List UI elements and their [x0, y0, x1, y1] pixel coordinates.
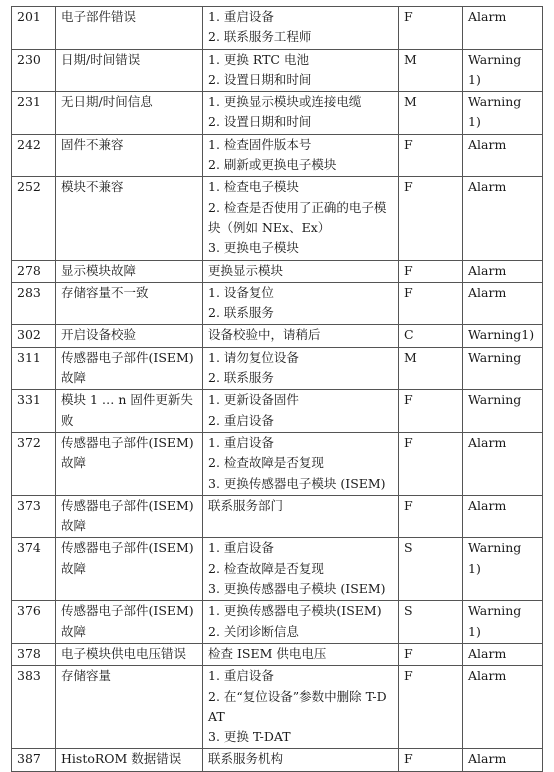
diagnostic-name-cell: 存储容量不一致 [56, 282, 203, 325]
diagnostic-name-cell: 无日期/时间信息 [56, 92, 203, 135]
remedy-action-step: 2. 检查是否使用了正确的电子模块（例如 NEx、Ex） [208, 199, 387, 235]
remedy-action-step: 1. 重启设备 [208, 434, 274, 450]
remedy-action-step: 1. 更换传感器电子模块(ISEM) [208, 603, 382, 619]
diagnostic-code-cell: 231 [12, 92, 56, 135]
remedy-action-step: 1. 检查固件版本号 [208, 136, 312, 152]
table-row [12, 643, 543, 665]
table-row [12, 666, 543, 749]
diagnostic-code-cell: 372 [12, 432, 56, 495]
remedy-action-cell [203, 538, 399, 601]
diagnostic-code-cell: 374 [12, 538, 56, 601]
diagnostic-code-cell: 242 [12, 134, 56, 177]
diagnostic-behavior-cell: Alarm [463, 432, 543, 495]
remedy-action-step: 2. 刷新或更换电子模块 [208, 157, 337, 173]
remedy-action-step: 2. 检查故障是否复现 [208, 560, 324, 576]
diagnostic-behavior-cell: Alarm [463, 666, 543, 749]
remedy-action-step: 3. 更换电子模块 [208, 240, 299, 256]
remedy-action-cell [203, 7, 399, 50]
remedy-action-step: 1. 设备复位 [208, 284, 274, 300]
diagnostic-code-cell: 311 [12, 347, 56, 390]
diagnostic-name-cell: 电子部件错误 [56, 7, 203, 50]
remedy-action-cell [203, 432, 399, 495]
diagnostic-name-cell: 传感器电子部件(ISEM)故障 [56, 347, 203, 390]
diagnostic-behavior-cell: Alarm [463, 7, 543, 50]
diagnostic-behavior-cell: Alarm [463, 749, 543, 771]
remedy-action-step: 3. 更换 T-DAT [208, 729, 291, 745]
table-row [12, 325, 543, 347]
diagnostic-name-cell: 开启设备校验 [56, 325, 203, 347]
status-category-cell: F [399, 7, 463, 50]
table-row [12, 432, 543, 495]
diagnostic-behavior-cell: Alarm [463, 134, 543, 177]
diagnostic-name-cell: 传感器电子部件(ISEM)故障 [56, 538, 203, 601]
diagnostic-name-cell: 模块不兼容 [56, 177, 203, 260]
diagnostic-name-cell: 电子模块供电电压错误 [56, 643, 203, 665]
remedy-action-step: 1. 更新设备固件 [208, 392, 299, 408]
remedy-action-cell [203, 325, 399, 347]
remedy-action-step: 2. 设置日期和时间 [208, 71, 312, 87]
remedy-action-step: 1. 重启设备 [208, 668, 274, 684]
remedy-action-step: 3. 更换传感器电子模块 (ISEM) [208, 475, 386, 491]
status-category-cell: F [399, 643, 463, 665]
status-category-cell: F [399, 134, 463, 177]
table-row [12, 92, 543, 135]
diagnostic-behavior-cell: Alarm [463, 260, 543, 282]
remedy-action-cell [203, 390, 399, 433]
remedy-action-cell [203, 749, 399, 771]
diagnostic-name-cell: 模块 1 … n 固件更新失败 [56, 390, 203, 433]
table-row [12, 282, 543, 325]
remedy-action-step: 2. 关闭诊断信息 [208, 623, 299, 639]
remedy-action-step: 1. 重启设备 [208, 540, 274, 556]
remedy-action-cell [203, 260, 399, 282]
remedy-action-step: 联系服务部门 [208, 497, 284, 513]
status-category-cell: M [399, 49, 463, 92]
remedy-action-step: 2. 联系服务 [208, 370, 274, 386]
status-category-cell: S [399, 601, 463, 644]
diagnostic-name-cell: 传感器电子部件(ISEM)故障 [56, 495, 203, 538]
diagnostic-behavior-cell: Warning1) [463, 325, 543, 347]
diagnostic-table [11, 6, 543, 772]
diagnostic-behavior-cell: Warning 1) [463, 601, 543, 644]
remedy-action-step: 2. 检查故障是否复现 [208, 455, 324, 471]
status-category-cell: F [399, 495, 463, 538]
diagnostic-table-body [12, 7, 543, 772]
table-row [12, 49, 543, 92]
remedy-action-cell [203, 177, 399, 260]
remedy-action-step: 1. 重启设备 [208, 9, 274, 24]
status-category-cell: F [399, 666, 463, 749]
remedy-action-step: 联系服务机构 [208, 751, 284, 767]
table-row [12, 601, 543, 644]
status-category-cell: F [399, 260, 463, 282]
diagnostic-code-cell: 283 [12, 282, 56, 325]
remedy-action-step: 2. 重启设备 [208, 412, 274, 428]
remedy-action-step: 1. 请勿复位设备 [208, 349, 299, 365]
remedy-action-step: 更换显示模块 [208, 262, 284, 278]
table-row [12, 177, 543, 260]
table-row [12, 538, 543, 601]
remedy-action-step: 2. 在“复位设备”参数中删除 T-DAT [208, 688, 387, 724]
table-row [12, 7, 543, 50]
remedy-action-cell [203, 666, 399, 749]
remedy-action-step: 设备校验中，请稍后 [208, 327, 321, 343]
diagnostic-name-cell: HistoROM 数据错误 [56, 749, 203, 771]
table-row [12, 260, 543, 282]
table-row [12, 347, 543, 390]
status-category-cell: M [399, 347, 463, 390]
remedy-action-cell [203, 495, 399, 538]
diagnostic-behavior-cell: Alarm [463, 177, 543, 260]
status-category-cell: F [399, 177, 463, 260]
status-category-cell: C [399, 325, 463, 347]
diagnostic-name-cell: 存储容量 [56, 666, 203, 749]
diagnostic-behavior-cell: Warning 1) [463, 538, 543, 601]
remedy-action-cell [203, 282, 399, 325]
remedy-action-step: 2. 联系服务工程师 [208, 29, 312, 45]
status-category-cell: S [399, 538, 463, 601]
remedy-action-step: 1. 更换显示模块或连接电缆 [208, 94, 362, 110]
diagnostic-code-cell: 252 [12, 177, 56, 260]
diagnostic-behavior-cell: Alarm [463, 282, 543, 325]
diagnostic-code-cell: 383 [12, 666, 56, 749]
diagnostic-code-cell: 278 [12, 260, 56, 282]
diagnostic-name-cell: 传感器电子部件(ISEM)故障 [56, 432, 203, 495]
diagnostic-code-cell: 201 [12, 7, 56, 50]
table-row [12, 134, 543, 177]
diagnostic-behavior-cell: Warning [463, 390, 543, 433]
status-category-cell: F [399, 282, 463, 325]
diagnostic-code-cell: 331 [12, 390, 56, 433]
remedy-action-cell [203, 643, 399, 665]
diagnostic-behavior-cell: Alarm [463, 495, 543, 538]
diagnostic-code-cell: 387 [12, 749, 56, 771]
status-category-cell: M [399, 92, 463, 135]
diagnostic-name-cell: 日期/时间错误 [56, 49, 203, 92]
remedy-action-cell [203, 601, 399, 644]
diagnostic-code-cell: 302 [12, 325, 56, 347]
remedy-action-step: 1. 检查电子模块 [208, 179, 299, 195]
status-category-cell: F [399, 749, 463, 771]
table-row [12, 390, 543, 433]
diagnostic-code-cell: 378 [12, 643, 56, 665]
status-category-cell: F [399, 432, 463, 495]
remedy-action-cell [203, 49, 399, 92]
diagnostic-name-cell: 固件不兼容 [56, 134, 203, 177]
diagnostic-code-cell: 230 [12, 49, 56, 92]
remedy-action-step: 2. 联系服务 [208, 305, 274, 321]
remedy-action-cell [203, 347, 399, 390]
remedy-action-step: 2. 设置日期和时间 [208, 114, 312, 130]
diagnostic-behavior-cell: Alarm [463, 643, 543, 665]
table-row [12, 749, 543, 771]
status-category-cell: F [399, 390, 463, 433]
diagnostic-name-cell: 显示模块故障 [56, 260, 203, 282]
remedy-action-step: 检查 ISEM 供电电压 [208, 645, 327, 661]
diagnostic-behavior-cell: Warning [463, 347, 543, 390]
remedy-action-step: 3. 更换传感器电子模块 (ISEM) [208, 581, 386, 597]
diagnostic-code-cell: 373 [12, 495, 56, 538]
diagnostic-name-cell: 传感器电子部件(ISEM)故障 [56, 601, 203, 644]
diagnostic-behavior-cell: Warning 1) [463, 49, 543, 92]
table-row [12, 495, 543, 538]
remedy-action-cell [203, 134, 399, 177]
remedy-action-cell [203, 92, 399, 135]
diagnostic-behavior-cell: Warning 1) [463, 92, 543, 135]
remedy-action-step: 1. 更换 RTC 电池 [208, 51, 309, 67]
diagnostic-code-cell: 376 [12, 601, 56, 644]
